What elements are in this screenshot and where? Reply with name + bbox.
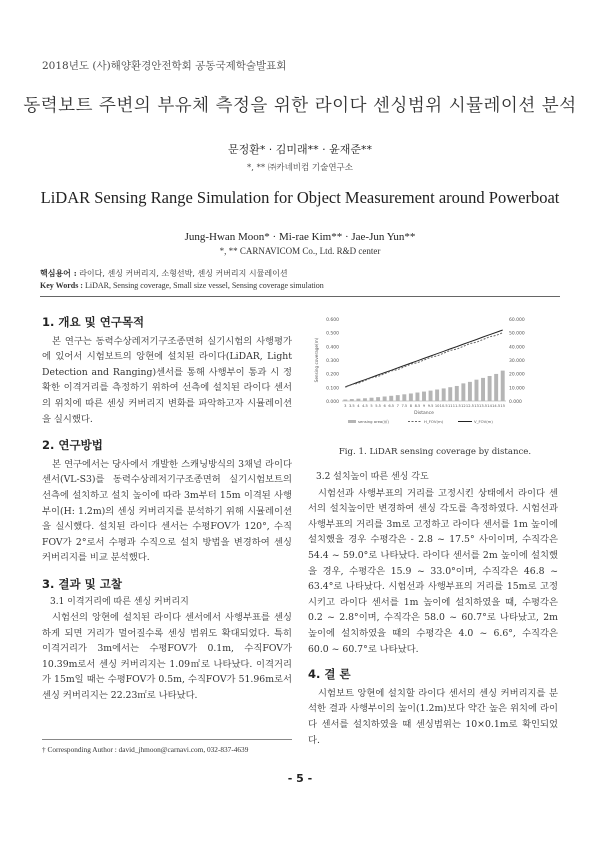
y-right-tick-label: 0.000: [509, 400, 522, 405]
x-tick-label: 12.5: [465, 404, 474, 408]
footnote: † Corresponding Author : david_jhmoon@carnavi.com, 032-837-4639: [42, 745, 249, 754]
bar: [422, 392, 426, 401]
y-left-tick-label: 0.500: [326, 331, 339, 337]
x-tick-label: 7.5: [401, 404, 408, 408]
x-axis-label: Distance: [414, 411, 434, 416]
right-column: [308, 470, 558, 748]
bar: [481, 378, 485, 401]
section-4-title: 4. 결 론: [308, 667, 351, 682]
x-tick-label: 3: [344, 404, 347, 408]
section-3-2-title: 3.2 설치높이 따른 센싱 각도: [316, 472, 429, 482]
x-tick-label: 5: [370, 404, 373, 408]
x-tick-label: 11.5: [452, 404, 461, 408]
x-tick-label: 8: [409, 404, 413, 408]
y-left-tick-label: 0.300: [326, 359, 339, 364]
legend-label-hfov: H_FOV(m): [424, 419, 444, 424]
header-divider: [40, 296, 560, 297]
legend-label-area: sensing area(㎡): [358, 419, 390, 424]
x-tick-label: 6: [383, 404, 386, 408]
x-tick-label: 5.5: [375, 404, 381, 408]
y-left-tick-label: 0.100: [326, 386, 339, 392]
bar: [442, 388, 446, 401]
x-tick-label: 15: [500, 404, 506, 408]
section-4-text: 시험보트 앙현에 설치할 라이다 센서의 센싱 커버리지를 분석한 결과 사행부이의 높이(1.2m)보다 약간 높은 위치에 라이다 센서를 설치하였을 때 센싱범위는 10×0.1m로 확인되었다.: [308, 687, 558, 746]
y-right-tick-label: 30.000: [509, 359, 525, 364]
bar: [350, 399, 354, 401]
page-number: - 5 -: [287, 772, 313, 785]
legend-swatch-area: [348, 420, 356, 423]
figure-caption: Fig. 1. LiDAR sensing coverage by distance.: [338, 447, 532, 457]
x-tick-label: 10.5: [439, 404, 448, 408]
y-right-tick-label: 60.000: [509, 318, 525, 323]
left-column: [42, 315, 292, 704]
bar: [343, 400, 347, 401]
english-keywords: [40, 281, 324, 290]
bar: [409, 393, 413, 401]
korean-keywords-text: 라이다, 센싱 커버리지, 소형선박, 센싱 커버리지 시뮬레이션: [79, 269, 288, 278]
korean-affiliation: *, ** ㈜카네비컴 기술연구소: [247, 163, 353, 173]
x-tick-label: 13: [474, 404, 479, 408]
bar: [448, 387, 452, 401]
y-right-tick-label: 10.000: [509, 386, 525, 392]
x-tick-label: 3.5: [348, 404, 355, 408]
bar: [370, 398, 374, 401]
bar: [501, 371, 505, 401]
x-tick-label: 14.5: [492, 404, 501, 408]
y-left-tick-label: 0.000: [326, 400, 339, 405]
bar: [468, 382, 472, 401]
section-1-text: 본 연구는 동력수상레저기구조종면허 실기시험의 사행평가에 있어서 시험보트의 앙현에 설치된 라이다(LiDAR, Light Detection and Ranging)센서를 통해 사행부이 통과 시 정확한 이격거리를 측정하기 위하여 선측에 설치된 라이다 센서의 위치에 따른 센싱 커버리지 변화를 파악하고자 시뮬레이션을 실시했다.: [42, 335, 292, 425]
series-line-h-fov: [345, 333, 502, 388]
section-3-1-title: 3.1 이격거리에 따른 센싱 커버리지: [50, 596, 189, 607]
english-authors: Jung-Hwan Moon* · Mi-rae Kim** · Jae-Jun Yun**: [184, 231, 416, 243]
y-right-tick-label: 50.000: [509, 331, 525, 337]
english-keywords-label: Key Words :: [40, 281, 83, 290]
section-3-1-text: 시험선의 앙현에 설치된 라이다 센서에서 사행부표를 센싱하게 되면 거리가 멀어질수록 센싱 범위도 확대되었다. 특히 이격거리가 3m에서는 수평FOV가 0.1m, 수직FOV가 10.39m로서 센싱 커버리지는 1.09㎡로 나타났다. 이격거리가 15m일 때는 수평FOV가 0.5m, 수직FOV가 51.96m로서 센싱 커버리지는 22.23㎡로 나타났다.: [42, 612, 292, 702]
bar: [415, 393, 419, 401]
bar: [429, 391, 433, 401]
coverage-chart: [310, 313, 540, 431]
y-left-tick-label: 0.200: [326, 372, 339, 378]
y-left-tick-label: 0.400: [326, 345, 339, 351]
x-tick-label: 7: [396, 404, 399, 408]
x-tick-label: 14: [487, 404, 492, 408]
korean-authors: 문정환* · 김미래** · 윤재준**: [227, 143, 373, 156]
bar: [356, 399, 360, 401]
footnote-divider: [42, 739, 292, 740]
y-right-tick-label: 40.000: [509, 345, 525, 351]
bar: [455, 386, 459, 401]
section-2-title: 2. 연구방법: [42, 438, 103, 453]
korean-keywords: [40, 268, 288, 279]
conference-header: 2018년도 (사)해양환경안전학회 공동국제학술발표회: [42, 60, 287, 72]
y-left-tick-label: 0.600: [326, 318, 339, 323]
x-tick-label: 4.5: [362, 404, 368, 408]
x-tick-label: 11: [447, 404, 453, 408]
y-axis-label: Sensing coverage(m): [314, 337, 319, 383]
bar: [494, 374, 498, 401]
x-tick-label: 10: [434, 404, 440, 408]
korean-title: 동력보트 주변의 부유체 측정을 위한 라이다 센싱범위 시뮬레이션 분석: [23, 96, 577, 116]
section-3-title: 3. 결과 및 고찰: [42, 576, 122, 591]
section-2-text: 본 연구에서는 당사에서 개발한 스캐닝방식의 3채널 라이다 센서(VL-S3)를 동력수상레저기구조종면허 실기시험보트의 선측에 설치하고 설치 높이에 따라 3m부터 15m 이격된 사행부이(H: 1.2m)의 센싱 커버리지를 분석하기 위해 시뮬레이션을 실시했다. 설치된 라이다 센서는 수평FOV가 120°, 수직FOV가 2°로서 수평과 수직으로 설치 방법을 변경하여 센싱 커버리지를 비교 분석했다.: [42, 458, 292, 564]
bar: [461, 383, 465, 401]
english-title: LiDAR Sensing Range Simulation for Object Measurement around Powerboat: [40, 188, 560, 207]
bar: [488, 376, 492, 401]
bar: [383, 396, 387, 401]
x-tick-label: 12: [461, 404, 466, 408]
series-line-v-fov: [345, 330, 502, 387]
korean-keywords-label: 핵심용어 :: [40, 268, 77, 278]
bar: [475, 380, 479, 401]
x-tick-label: 8.5: [414, 404, 421, 408]
bar: [376, 397, 380, 401]
bar: [396, 395, 400, 401]
bar: [389, 396, 393, 401]
x-tick-label: 9.5: [427, 404, 434, 408]
section-1-title: 1. 개요 및 연구목적: [42, 315, 145, 329]
section-3-2-text: 시험선과 사행부표의 거리를 고정시킨 상태에서 라이다 센서의 설치높이만 변경하여 센싱 각도를 측정하였다. 시험선과 사행부표의 거리를 3m로 고정하고 라이다 센서를 1m 높이에 설치했을 경우 수평각은 - 2.8 ~ 17.5° 사이이며, 수직각은 54.4 ~ 59.0°로 나타났다. 라이다 센서를 2m 높이에 설치했을 경우, 수평각은 15.9 ~ 33.0°이며, 수직각은 46.8 ~ 63.4°로 나타났다. 시험선과 사행부표의 거리를 15m로 고정시키고 라이다 센서를 1m 높이에 설치하였을 때, 수평각은 0.2 ~ 2.8°이며, 수직각은 58.0 ~ 60.7°로 나타났고, 2m 높이에 설치하였을 때의 수평각은 4.0 ~ 6.6°, 수직각은 60.0 ~ 60.7°로 나타났다.: [308, 487, 558, 655]
legend-label-vfov: V_FOV(m): [474, 419, 493, 424]
x-tick-label: 9: [422, 404, 426, 408]
english-affiliation: *, ** CARNAVICOM Co., Ltd. R&D center: [219, 246, 381, 256]
x-tick-label: 6.5: [388, 404, 395, 408]
bar: [402, 394, 406, 401]
english-keywords-text: LiDAR, Sensing coverage, Small size vessel, Sensing coverage simulation: [84, 281, 324, 290]
bar: [435, 390, 439, 401]
x-tick-label: 4: [357, 404, 360, 408]
bar: [363, 398, 367, 401]
x-tick-label: 13.5: [479, 404, 488, 408]
y-right-tick-label: 20.000: [509, 372, 525, 378]
